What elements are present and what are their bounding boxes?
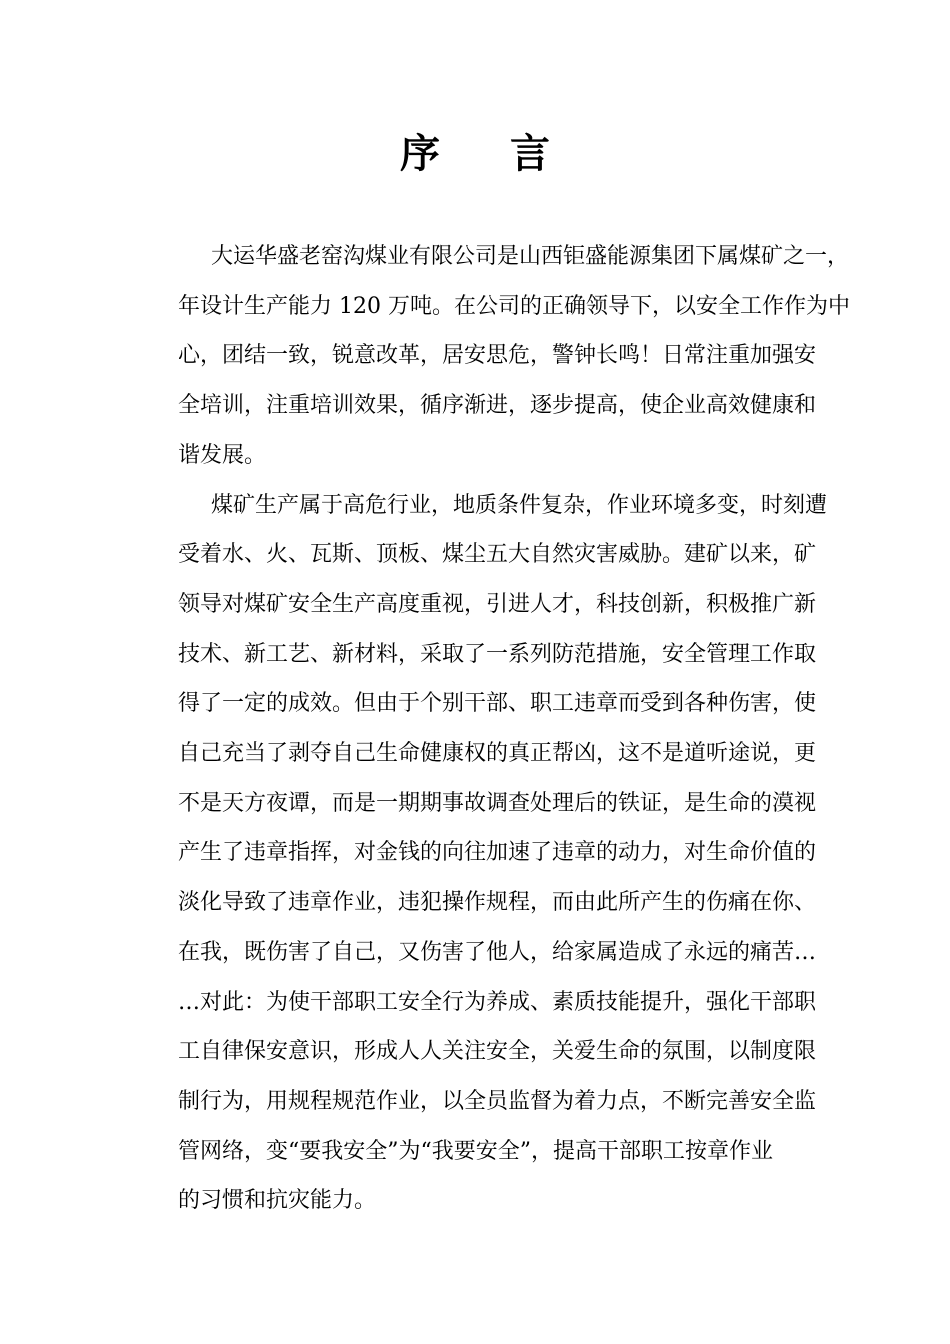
title-char-1: 序	[400, 130, 440, 177]
text-line: 管网络，变“要我安全”为“我要安全”，提高干部职工按章作业	[178, 1138, 773, 1164]
text-line: 谐发展。	[178, 442, 267, 468]
text-line: 淡化导致了违章作业，违犯操作规程，而由此所产生的伤痛在你、	[178, 890, 817, 916]
page-title	[0, 126, 950, 182]
text-line: 工自律保安意识，形成人人关注安全，关爱生命的氛围，以制度限	[178, 1039, 817, 1065]
text-line: 大运华盛老窑沟煤业有限公司是山西钜盛能源集团下属煤矿之一，	[211, 244, 850, 269]
text-line: 在我，既伤害了自己，又伤害了他人，给家属造成了永远的痛苦…	[178, 939, 817, 965]
text-line: 煤矿生产属于高危行业，地质条件复杂，作业环境多变，时刻遭	[211, 492, 828, 518]
text-line: 技术、新工艺、新材料，采取了一系列防范措施，安全管理工作取	[178, 641, 817, 667]
text-line: 不是天方夜谭，而是一期期事故调查处理后的铁证，是生命的漠视	[178, 790, 817, 816]
text-line: 产生了违章指挥，对金钱的向往加速了违章的动力，对生命价值的	[178, 840, 817, 866]
text-line: 年设计生产能力 120 万吨。在公司的正确领导下，以安全工作作为中	[178, 293, 850, 319]
paragraph-2	[145, 481, 828, 1227]
text-line: 受着水、火、瓦斯、顶板、煤尘五大自然灾害威胁。建矿以来，矿	[178, 542, 817, 568]
title-char-2: 言	[510, 130, 550, 177]
body-text	[145, 232, 850, 1226]
paragraph-1	[145, 232, 850, 481]
text-line: 的习惯和抗灾能力。	[178, 1188, 377, 1214]
text-line: 得了一定的成效。但由于个别干部、职工违章而受到各种伤害，使	[178, 691, 817, 717]
text-line: …对此：为使干部职工安全行为养成、素质技能提升，强化干部职	[178, 989, 817, 1015]
text-line: 自己充当了剥夺自己生命健康权的真正帮凶，这不是道听途说，更	[178, 741, 817, 767]
text-line: 心，团结一致，锐意改革，居安思危，警钟长鸣！日常注重加强安	[178, 343, 817, 369]
text-line: 领导对煤矿安全生产高度重视，引进人才，科技创新，积极推广新	[178, 591, 817, 617]
text-line: 全培训，注重培训效果，循序渐进，逐步提高，使企业高效健康和	[178, 393, 817, 419]
text-line: 制行为，用规程规范作业，以全员监督为着力点，不断完善安全监	[178, 1088, 817, 1114]
